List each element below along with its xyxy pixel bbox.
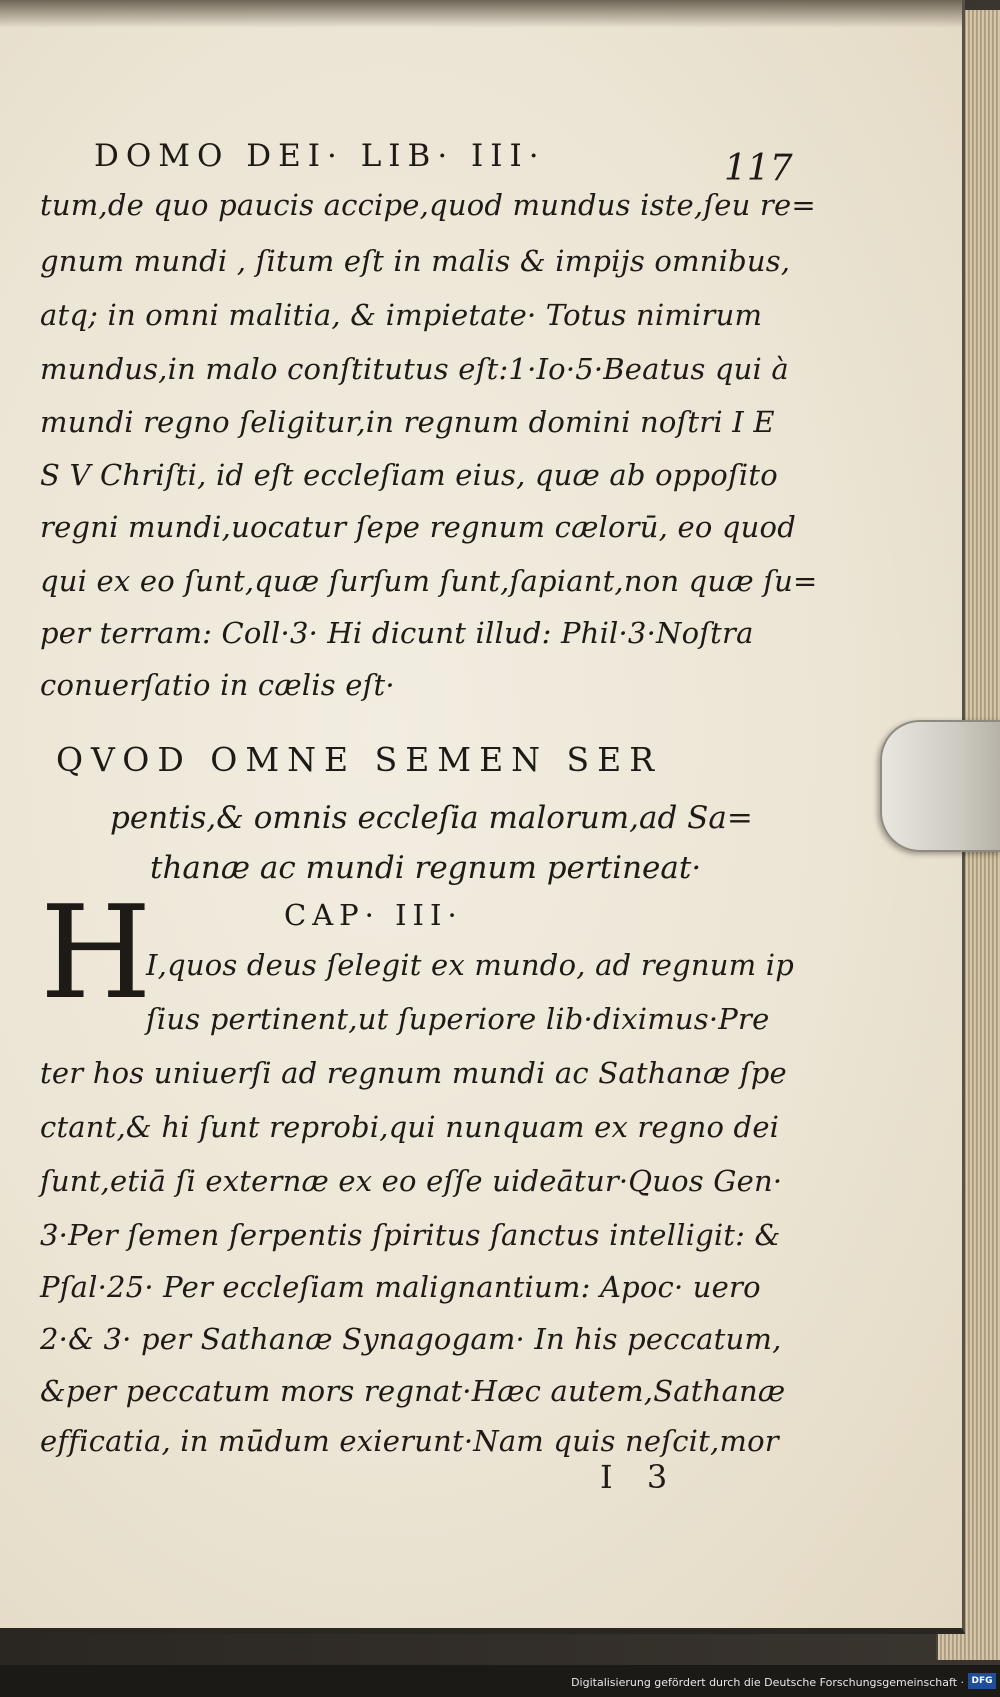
dfg-logo: DFG bbox=[968, 1673, 996, 1689]
text-line: gnum mundi , ſitum eſt in malis & impijs omnibus, bbox=[40, 244, 791, 278]
text-line: per terram: Coll·3· Hi dicunt illud: Phil·3·Noſtra bbox=[40, 616, 754, 650]
text-line: mundi regno ſeligitur,in regnum domini noſtri I E bbox=[40, 405, 775, 439]
text-line: ter hos uniuerſi ad regnum mundi ac Sathanæ ſpe bbox=[40, 1056, 787, 1090]
chapter-heading-caps: QVOD OMNE SEMEN SER bbox=[56, 740, 663, 779]
text-line: tum,de quo paucis accipe,quod mundus iste,ſeu re= bbox=[40, 188, 816, 222]
text-line: mundus,in malo conſtitutus eſt:1·Io·5·Beatus qui à bbox=[40, 352, 789, 386]
text-line: 3·Per ſemen ſerpentis ſpiritus ſanctus intelligit: & bbox=[40, 1218, 781, 1252]
text-line: conuerſatio in cælis eſt· bbox=[40, 668, 395, 702]
text-line: qui ex eo ſunt,quæ ſurſum ſunt,ſapiant,non quæ ſu= bbox=[40, 564, 818, 598]
digitization-credit: Digitalisierung gefördert durch die Deutsche Forschungsgemeinschaft · bbox=[571, 1676, 964, 1689]
page-top-shadow bbox=[0, 0, 962, 28]
drop-cap: H bbox=[40, 879, 152, 1028]
text-line: ſius pertinent,ut ſuperiore lib·diximus·Pre bbox=[146, 1002, 770, 1036]
chapter-heading-line: thanæ ac mundi regnum pertineat· bbox=[150, 850, 702, 886]
signature-mark: I 3 bbox=[600, 1458, 680, 1496]
running-head: DOMO DEI· LIB· III· bbox=[94, 138, 546, 174]
text-line: &per peccatum mors regnat·Hæc autem,Sathanæ bbox=[40, 1374, 786, 1408]
text-line: ſunt,etiā ſi externæ ex eo eſſe uideātur·Quos Gen· bbox=[40, 1164, 783, 1198]
text-line: efficatia, in mūdum exierunt·Nam quis neſcit,mor bbox=[40, 1424, 779, 1458]
page-clip bbox=[880, 720, 1000, 852]
text-line: S V Chriſti, id eſt eccleſiam eius, quæ ab oppoſito bbox=[40, 458, 778, 492]
chapter-number: CAP· III· bbox=[284, 898, 463, 932]
chapter-heading-line: pentis,& omnis eccleſia malorum,ad Sa= bbox=[110, 800, 753, 836]
text-line: regni mundi,uocatur ſepe regnum cælorū, eo quod bbox=[40, 510, 796, 544]
text-line: 2·& 3· per Sathanæ Synagogam· In his peccatum, bbox=[40, 1322, 782, 1356]
text-line: I,quos deus ſelegit ex mundo, ad regnum ip bbox=[146, 948, 795, 982]
text-line: Pſal·25· Per eccleſiam malignantium: Apoc· uero bbox=[40, 1270, 761, 1304]
page-number: 117 bbox=[724, 148, 793, 189]
text-line: atq; in omni malitia, & impietate· Totus nimirum bbox=[40, 298, 763, 332]
text-line: ctant,& hi ſunt reprobi,qui nunquam ex regno dei bbox=[40, 1110, 780, 1144]
